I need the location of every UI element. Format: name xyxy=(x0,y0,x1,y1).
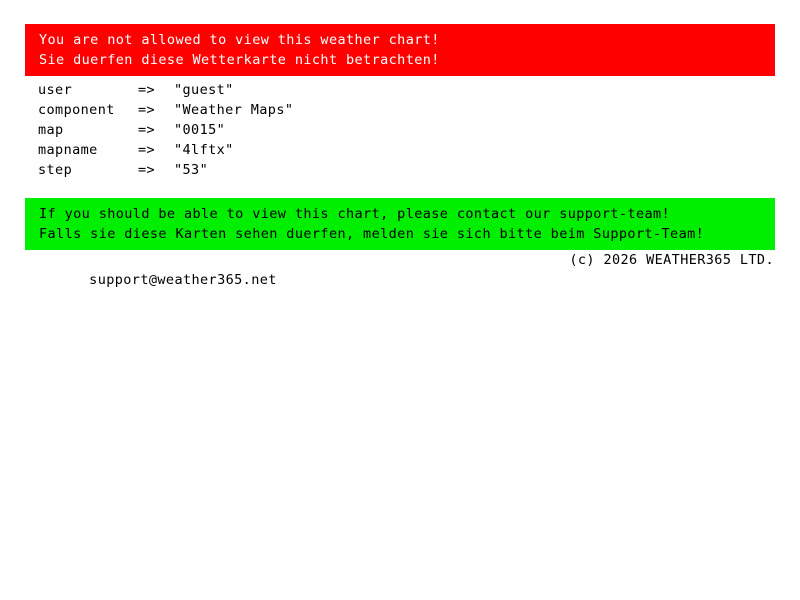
parameter-arrow: => xyxy=(138,82,156,98)
support-email-text[interactable]: support@weather365.net xyxy=(89,272,277,288)
parameter-key: step xyxy=(38,162,73,178)
footer xyxy=(38,250,774,310)
parameter-row-user xyxy=(38,80,293,100)
copyright-text: (c) 2026 WEATHER365 LTD. xyxy=(569,252,774,268)
parameter-row-component xyxy=(38,100,293,120)
parameter-value: "53" xyxy=(174,162,209,178)
parameter-value: "0015" xyxy=(174,122,226,138)
parameter-key: user xyxy=(38,82,73,98)
parameter-arrow: => xyxy=(138,162,156,178)
parameter-value: "Weather Maps" xyxy=(174,102,294,118)
parameter-arrow: => xyxy=(138,102,156,118)
error-banner-line-en: You are not allowed to view this weather chart! xyxy=(39,32,440,48)
parameter-row-map xyxy=(38,120,293,140)
parameter-list xyxy=(38,80,293,180)
parameter-key: map xyxy=(38,122,64,138)
parameter-arrow: => xyxy=(138,122,156,138)
info-banner xyxy=(25,198,775,250)
parameter-arrow: => xyxy=(138,142,156,158)
parameter-key: component xyxy=(38,102,115,118)
parameter-row-mapname xyxy=(38,140,293,160)
error-banner xyxy=(25,24,775,76)
error-banner-line-de: Sie duerfen diese Wetterkarte nicht betrachten! xyxy=(39,52,440,68)
info-banner-line-en: If you should be able to view this chart, please contact our support-team! xyxy=(39,206,671,222)
parameter-value: "4lftx" xyxy=(174,142,234,158)
info-banner-line-de: Falls sie diese Karten sehen duerfen, melden sie sich bitte beim Support-Team! xyxy=(39,226,705,242)
parameter-value: "guest" xyxy=(174,82,234,98)
support-email-link[interactable] xyxy=(38,250,277,310)
parameter-row-step xyxy=(38,160,293,180)
parameter-key: mapname xyxy=(38,142,98,158)
